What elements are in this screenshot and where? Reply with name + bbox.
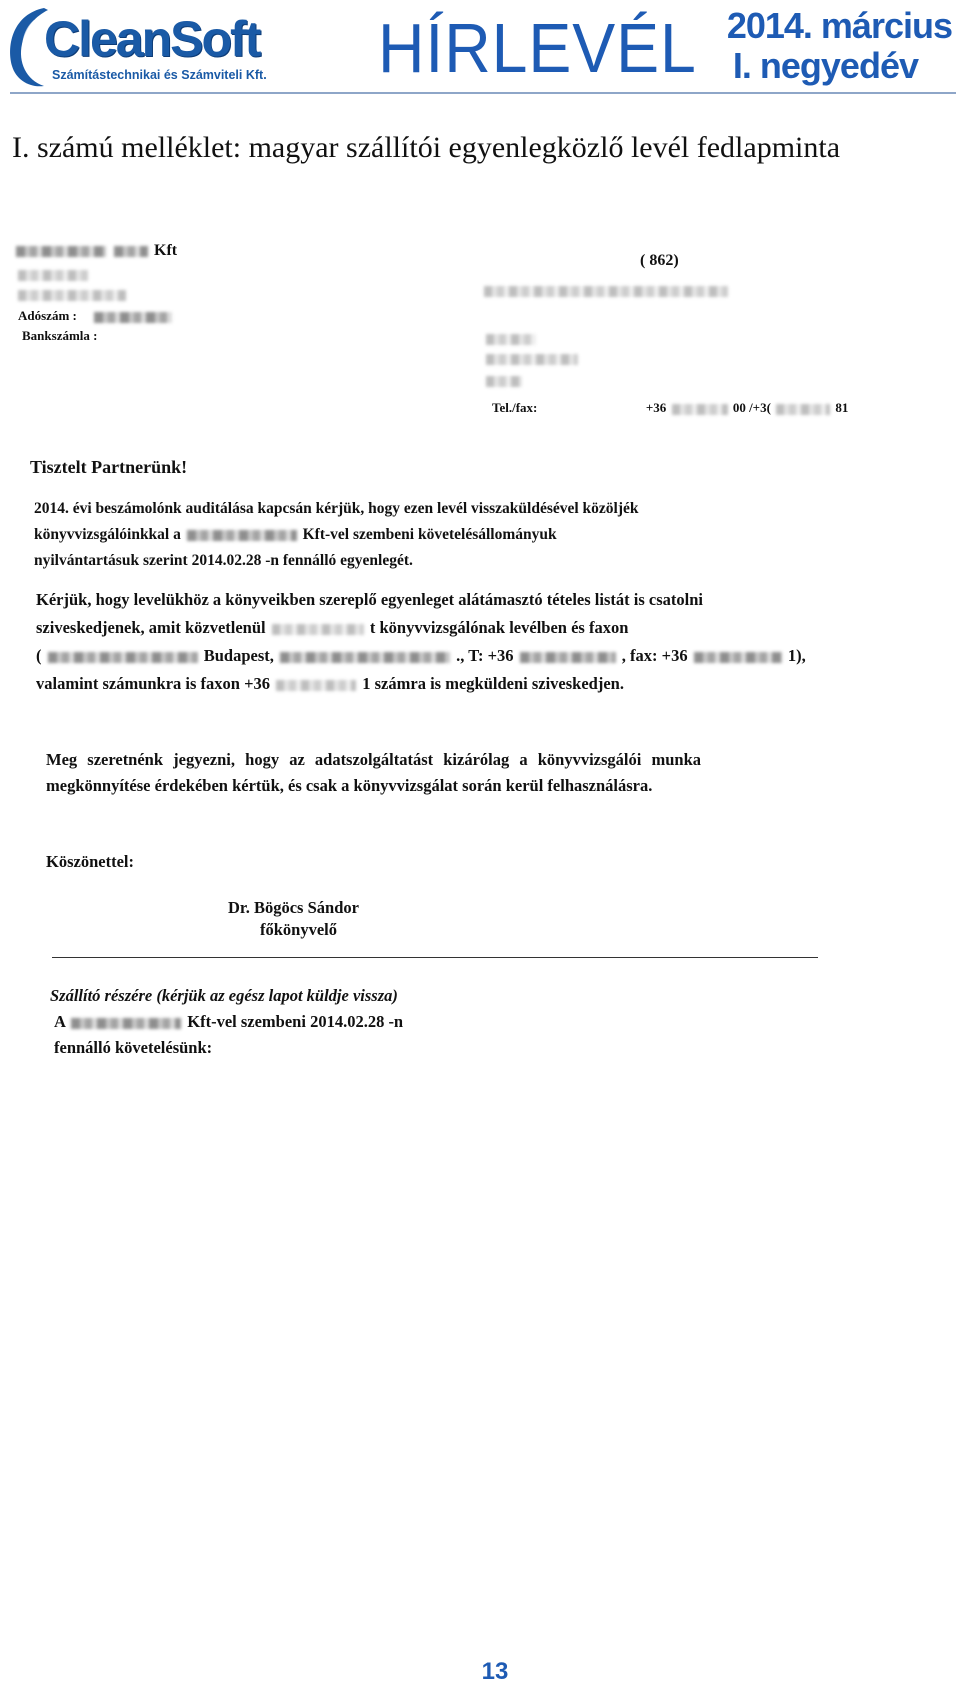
redacted-text [486,376,522,387]
recipient-code: ( 862) [640,252,679,269]
redacted-text [18,270,88,281]
redacted-text [672,404,728,415]
para2-line4-start: valamint számunkra is faxon +36 [36,674,271,693]
salutation: Tisztelt Partnerünk! [30,457,188,477]
redacted-text [520,652,616,663]
masthead-title: HÍRLEVÉL [378,9,697,87]
para1-line2-start: könyvvizsgálóinkkal a [34,526,181,543]
para2-line3 [36,646,806,666]
signatory-role: főkönyvelő [260,920,338,939]
para1-line2-end: Kft-vel szembeni követelésállományuk [302,526,557,543]
redacted-text [114,246,148,257]
return-section-line2: fennálló követelésünk: [54,1038,213,1057]
redacted-text [486,354,578,365]
sender-address-line [16,286,128,304]
redacted-text [776,404,830,415]
sender-bank-account [22,328,97,344]
sender-address-line [16,266,90,284]
redacted-text [276,680,356,691]
recipient-name [482,282,730,300]
recipient-telfax [492,400,848,416]
redacted-text [16,246,106,257]
para2-line1: Kérjük, hogy levelükhöz a könyveikben szereplő egyenleget alátámasztó tételes listát is csatolni [36,590,703,609]
para1-line3: nyilvántartásuk szerint 2014.02.28 -n fennálló egyenlegét. [34,552,413,569]
page-number: 13 [481,1658,509,1685]
closing: Köszönettel: [46,852,134,871]
para2-line3-part: ., T: +36 [456,646,514,665]
telfax-end: 81 [835,400,849,415]
redacted-text [272,624,364,635]
recipient-address-line [484,350,580,368]
redacted-text [694,652,782,663]
signatory-name: Dr. Bögöcs Sándor [228,898,359,917]
para2-line2 [36,618,628,638]
para1-line1: 2014. évi beszámolónk auditálása kapcsán kérjük, hogy ezen levél visszaküldésével közöljék [34,500,639,517]
logo-name: CleanSoft [44,11,260,67]
tax-label: Adószám : [18,308,77,323]
para1-line2 [34,526,557,544]
para2-line2-start: sziveskedjenek, amit közvetlenül [36,618,266,637]
return-section-heading: Szállító részére (kérjük az egész lapot küldje vissza) [50,986,398,1005]
issue-date: 2014. március [726,5,952,46]
sender-company [14,242,177,260]
return-line1-start: A [54,1012,66,1031]
redacted-text [484,286,728,297]
telfax-label: Tel./fax: [492,400,538,415]
para3-line2: megkönnyítése érdekében kértük, és csak a könyvvizsgálat során kerül felhasználásra. [46,776,653,795]
telfax-mid: 00 /+3( [732,400,771,415]
redacted-text [18,290,126,301]
recipient-address-line [484,372,524,390]
return-line1-end: Kft-vel szembeni 2014.02.28 -n [187,1012,404,1031]
para2-line3-part: ( [36,646,42,665]
para2-line2-end: t könyvvizsgálónak levélben és faxon [369,618,629,637]
issue-quarter: I. negyedév [732,45,918,86]
page-title: I. számú melléklet: magyar szállítói egyenlegközlő levél fedlapminta [12,131,841,164]
para2-line4 [36,674,624,694]
return-section-line1 [54,1012,403,1032]
recipient-address-line [484,330,538,348]
para3-line1: Meg szeretnénk jegyezni, hogy az adatszolgáltatást kizárólag a könyvvizsgálói munka [46,750,701,769]
sender-tax-number [18,308,174,324]
redacted-text [94,312,172,323]
bank-label: Bankszámla : [22,328,98,343]
redacted-text [187,530,297,541]
redacted-text [71,1018,181,1029]
para2-line3-part: 1), [787,646,806,665]
telfax-prefix: +36 [645,400,667,415]
para2-line3-part: Budapest, [203,646,274,665]
redacted-text [280,652,450,663]
sender-company-suffix: Kft [154,242,178,259]
para2-line4-end: 1 számra is megküldeni sziveskedjen. [362,674,624,693]
logo-subtitle: Számítástechnikai és Számviteli Kft. [52,68,267,82]
redacted-text [486,334,536,345]
para2-line3-part: , fax: +36 [621,646,688,665]
return-section-divider [52,957,818,958]
redacted-text [48,652,198,663]
